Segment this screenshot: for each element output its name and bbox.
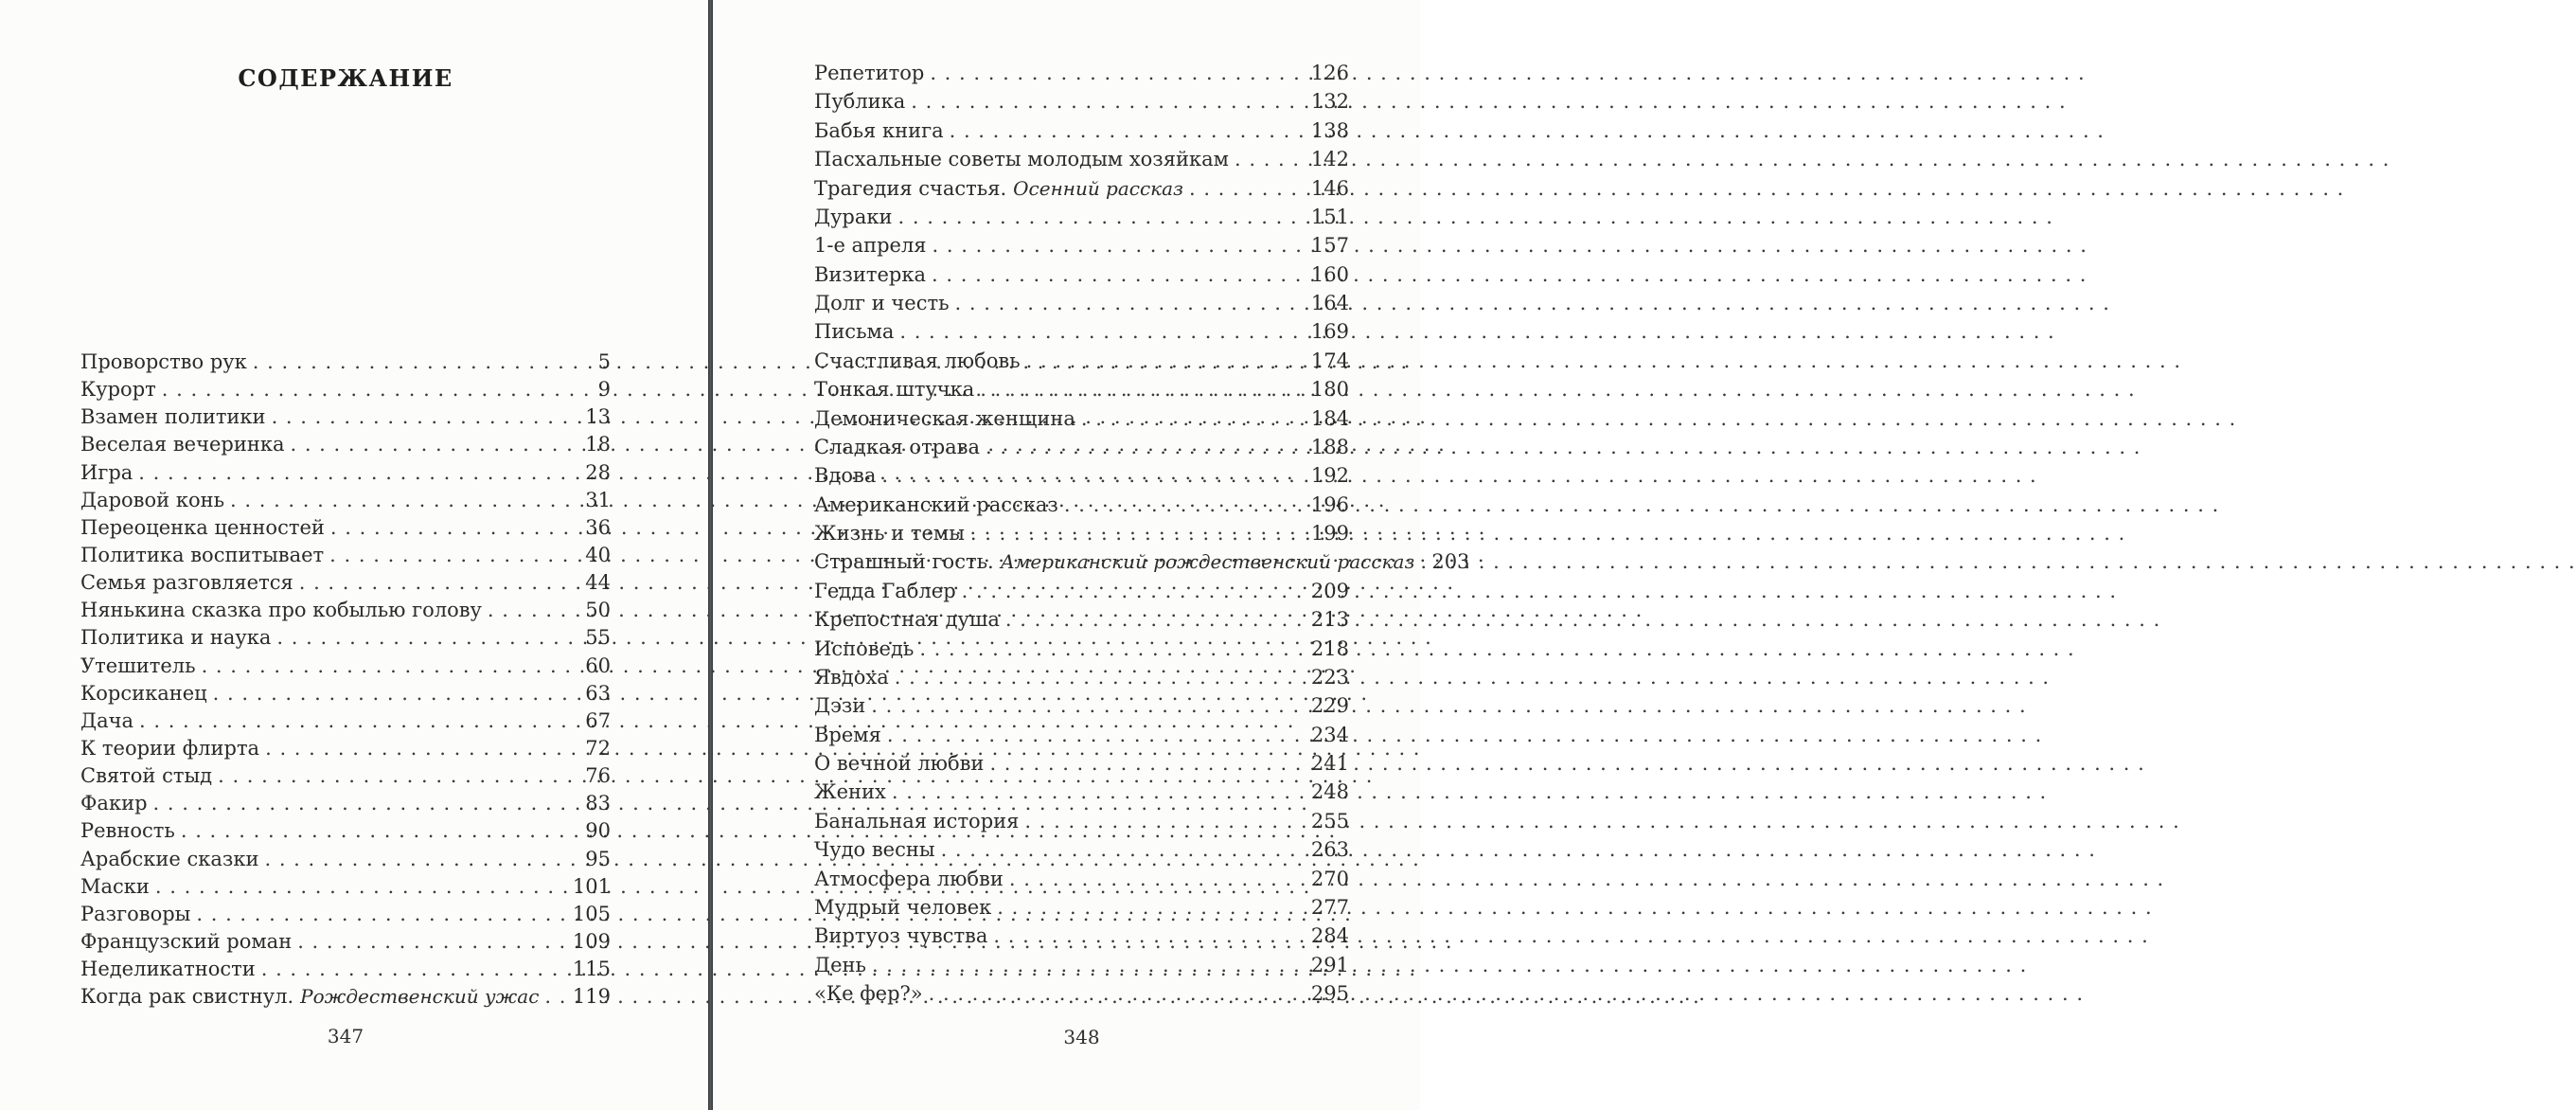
toc-entry-title: Корсиканец	[80, 681, 207, 705]
dot-leader	[162, 376, 567, 403]
dot-leader	[488, 597, 567, 624]
toc-entry-page: 151	[1310, 205, 1349, 228]
toc-entry-page: 90	[585, 819, 611, 843]
toc-entry-title: Ревность	[80, 819, 175, 843]
dot-leader	[196, 901, 567, 928]
toc-entry-page: 146	[1310, 176, 1349, 200]
toc-entry	[80, 349, 611, 376]
dot-leader	[950, 116, 1309, 145]
dot-leader	[911, 87, 1309, 116]
dot-leader	[290, 431, 567, 458]
dot-leader	[264, 846, 567, 873]
toc-entry	[814, 231, 1349, 260]
toc-entry-title: Неделикатности	[80, 958, 256, 981]
toc-entry-title: Крепостная душа	[814, 608, 1000, 632]
dot-leader	[929, 979, 1309, 1008]
toc-entry	[814, 577, 1349, 605]
dot-leader	[261, 956, 567, 983]
toc-entry	[814, 605, 1349, 634]
toc-entry-page: 209	[1310, 579, 1349, 602]
toc-entry	[80, 846, 611, 873]
toc-entry-title: Когда рак свистнул.	[80, 985, 294, 1009]
toc-entry-title: Даровой конь	[80, 488, 225, 511]
toc-entry-title: Дача	[80, 708, 133, 732]
toc-entry-page: 263	[1310, 838, 1349, 862]
dot-leader	[1005, 605, 1309, 634]
toc-entry-title: Публика	[814, 90, 906, 114]
toc-entry-title: Вдова	[814, 464, 877, 488]
toc-entry	[80, 873, 611, 901]
toc-entry	[814, 835, 1349, 864]
toc-entry-title: Курорт	[80, 378, 156, 402]
dot-leader	[895, 663, 1309, 691]
toc-entry-title: «Ке фер?»	[814, 982, 923, 1005]
toc-entry-page: 83	[585, 792, 611, 815]
dot-leader	[892, 778, 1309, 806]
toc-entry-title: Явдоха	[814, 665, 889, 689]
dot-leader	[962, 577, 1309, 605]
toc-entry	[814, 347, 1349, 375]
dot-leader	[919, 635, 1309, 663]
toc-entry	[814, 203, 1349, 231]
dot-leader	[218, 762, 567, 790]
toc-entry-page: 50	[585, 599, 611, 622]
dot-leader	[989, 749, 1308, 778]
toc-entry-subtitle: Рождественский ужас	[300, 985, 540, 1009]
dot-leader	[297, 928, 567, 956]
toc-entry	[814, 893, 1349, 922]
toc-entry	[80, 459, 611, 487]
toc-entry	[80, 956, 611, 983]
toc-entry-page: 229	[1310, 694, 1349, 718]
dot-leader	[997, 893, 1309, 922]
toc-entry-title: Политика и наука	[80, 626, 272, 650]
dot-leader	[153, 790, 567, 817]
dot-leader	[898, 203, 1309, 231]
dot-leader	[955, 289, 1309, 317]
toc-entry	[814, 749, 1349, 778]
toc-entry-title: Трагедия счастья.	[814, 176, 1007, 200]
toc-entry-page: 192	[1310, 464, 1349, 488]
toc-entry-title: Бабья книга	[814, 118, 944, 142]
toc-entry	[814, 519, 1349, 547]
dot-leader	[986, 433, 1309, 461]
dot-leader	[265, 735, 567, 762]
toc-entry-title: Утешитель	[80, 653, 196, 677]
toc-entry-title: Святой стыд	[80, 764, 213, 788]
toc-entry-title: Жизнь и темы	[814, 522, 965, 545]
toc-entry-page: 291	[1310, 953, 1349, 976]
dot-leader	[155, 873, 567, 901]
dot-leader	[329, 542, 567, 569]
toc-entry-page: 31	[585, 488, 611, 511]
toc-entry-page: 67	[585, 708, 611, 732]
toc-entry	[80, 403, 611, 431]
dot-leader	[299, 569, 567, 597]
toc-entry-page: 295	[1310, 982, 1349, 1005]
toc-entry-page: 18	[585, 433, 611, 457]
toc-entry-title: Семья разговляется	[80, 571, 293, 595]
toc-entry	[814, 922, 1349, 950]
toc-entry	[80, 487, 611, 514]
toc-entry-title: Долг и честь	[814, 292, 950, 314]
dot-leader	[1024, 807, 1309, 835]
dot-leader	[970, 519, 1309, 547]
toc-entry-title: Веселая вечеринка	[80, 433, 285, 457]
toc-entry-page: 157	[1310, 234, 1349, 258]
toc-entry	[814, 289, 1349, 317]
toc-entry-page: 13	[585, 405, 611, 429]
dot-leader	[872, 951, 1309, 979]
toc-entry-title: Письма	[814, 320, 895, 344]
toc-entry-page: 174	[1310, 349, 1349, 372]
toc-entry	[814, 375, 1349, 403]
dot-leader	[276, 624, 567, 652]
toc-entry-page: 188	[1310, 435, 1349, 458]
toc-entry	[80, 653, 611, 680]
toc-entry-title: Нянькина сказка про кобылью голову	[80, 599, 482, 622]
toc-entry-subtitle: Американский рождественский рассказ	[1000, 550, 1415, 574]
toc-entry-page: 138	[1310, 118, 1349, 142]
toc-entry	[80, 514, 611, 542]
page-number-left: 347	[327, 1025, 364, 1048]
dot-leader	[932, 260, 1309, 289]
toc-entry-page: 60	[585, 653, 611, 677]
toc-entry	[814, 778, 1349, 806]
toc-entry	[814, 317, 1349, 346]
toc-entry	[80, 431, 611, 458]
toc-entry-subtitle: Осенний рассказ	[1013, 176, 1183, 200]
dot-leader	[272, 403, 567, 431]
toc-entry-page: 115	[572, 958, 611, 981]
toc-entry-title: 1-е апреля	[814, 234, 927, 258]
toc-entry-title: Пасхальные советы молодым хозяйкам	[814, 148, 1229, 171]
toc-entry-page: 63	[585, 681, 611, 705]
toc-entry	[814, 116, 1349, 145]
toc-entry-page: 255	[1310, 809, 1349, 832]
toc-entry-title: Дураки	[814, 205, 893, 228]
toc-entry	[80, 928, 611, 956]
toc-entry	[80, 762, 611, 790]
toc-entry	[80, 624, 611, 652]
toc-entry	[80, 707, 611, 735]
toc-entry-title: Демоническая женщина	[814, 406, 1075, 430]
toc-entry-title: Переоценка ценностей	[80, 515, 325, 539]
toc-entry	[814, 663, 1349, 691]
dot-leader	[933, 231, 1309, 260]
dot-leader	[1009, 865, 1309, 893]
toc-entry	[814, 404, 1349, 433]
toc-entry	[814, 635, 1349, 663]
toc-entry-title: Чудо весны	[814, 838, 935, 862]
toc-entry-title: Репетитор	[814, 62, 925, 84]
toc-entry-title: Проворство рук	[80, 350, 247, 373]
toc-entry	[814, 691, 1349, 720]
toc-entry-page: 126	[1310, 62, 1349, 84]
dot-leader	[887, 721, 1309, 749]
toc-entry	[814, 59, 1349, 87]
toc-entry-page: 28	[585, 460, 611, 484]
dot-leader	[330, 514, 567, 542]
toc-entry-page: 213	[1310, 608, 1349, 632]
toc-entry	[80, 735, 611, 762]
dot-leader	[230, 487, 567, 514]
dot-leader	[253, 349, 567, 376]
toc-entry-page: 203	[1431, 550, 1470, 574]
toc-entry	[814, 145, 1349, 173]
page-right	[814, 0, 1470, 1049]
toc-title: СОДЕРЖАНИЕ	[238, 64, 453, 92]
toc-entry-page: 44	[585, 571, 611, 595]
toc-entry	[80, 983, 611, 1011]
toc-entry-title: Факир	[80, 792, 148, 815]
toc-entry	[814, 951, 1349, 979]
toc-entry	[814, 174, 1349, 203]
toc-entry	[814, 87, 1349, 116]
dot-leader	[1081, 404, 1309, 433]
dot-leader	[1064, 491, 1309, 519]
toc-entry-page: 241	[1310, 752, 1349, 775]
page-number-right: 348	[1063, 1026, 1100, 1049]
toc-entry	[80, 569, 611, 597]
dot-leader	[881, 461, 1309, 490]
toc-entry	[814, 979, 1349, 1008]
toc-entry-page: 5	[597, 350, 611, 373]
dot-leader	[544, 983, 567, 1011]
toc-list-right	[814, 59, 1470, 1008]
dot-leader	[1189, 174, 1309, 203]
toc-entry	[80, 542, 611, 569]
dot-leader	[1235, 145, 1309, 173]
toc-entry	[80, 376, 611, 403]
toc-entry	[814, 461, 1349, 490]
toc-entry-title: Взамен политики	[80, 405, 266, 429]
dot-leader	[202, 653, 567, 680]
toc-entry-title: О вечной любви	[814, 752, 985, 775]
toc-entry-title: Французский роман	[80, 929, 293, 953]
toc-entry	[80, 817, 611, 845]
toc-entry-title: Визитерка	[814, 262, 927, 286]
toc-entry-page: 105	[572, 902, 611, 925]
toc-entry	[80, 680, 611, 707]
toc-entry-page: 169	[1310, 320, 1349, 344]
dot-leader	[871, 691, 1309, 720]
dot-leader	[1026, 347, 1309, 375]
toc-entry-title: К теории флирта	[80, 736, 260, 760]
toc-entry-page: 270	[1310, 867, 1349, 890]
dot-leader	[138, 459, 567, 487]
toc-entry-page: 40	[585, 543, 611, 566]
toc-entry-page: 248	[1310, 780, 1349, 804]
toc-entry	[80, 597, 611, 624]
toc-entry-page: 109	[572, 929, 611, 953]
toc-entry-page: 284	[1310, 924, 1349, 948]
toc-entry-page: 36	[585, 515, 611, 539]
toc-entry-page: 184	[1310, 406, 1349, 430]
toc-entry-title: Гедда Габлер	[814, 579, 956, 602]
toc-entry-title: Страшный гость.	[814, 550, 994, 574]
page-gutter-divider	[708, 0, 713, 1110]
toc-list-left	[80, 349, 611, 1011]
toc-entry	[814, 260, 1349, 289]
toc-entry-page: 199	[1310, 522, 1349, 545]
toc-entry	[814, 433, 1349, 461]
toc-entry-title: Разговоры	[80, 902, 191, 925]
toc-entry-page: 142	[1310, 148, 1349, 171]
toc-entry	[814, 807, 1349, 835]
toc-entry-title: Арабские сказки	[80, 847, 259, 870]
toc-entry	[80, 790, 611, 817]
toc-entry-title: Политика воспитывает	[80, 543, 325, 566]
dot-leader	[139, 707, 567, 735]
toc-entry-title: Американский рассказ	[814, 492, 1058, 516]
toc-entry-title: Счастливая любовь	[814, 349, 1021, 372]
toc-entry-title: Банальная история	[814, 809, 1020, 832]
toc-entry-title: Тонкая штучка	[814, 378, 975, 402]
toc-entry-title: Жених	[814, 780, 886, 804]
dot-leader	[1420, 547, 1430, 576]
page-left	[80, 0, 611, 1047]
toc-entry-page: 160	[1310, 262, 1349, 286]
toc-entry-page: 72	[585, 736, 611, 760]
toc-entry-page: 101	[572, 874, 611, 898]
toc-entry-page: 223	[1310, 665, 1349, 689]
toc-entry	[814, 865, 1349, 893]
dot-leader	[181, 817, 567, 845]
toc-entry-page: 55	[585, 626, 611, 650]
dot-leader	[941, 835, 1309, 864]
toc-entry-page: 180	[1310, 378, 1349, 402]
dot-leader	[930, 59, 1309, 87]
toc-entry-page: 76	[585, 764, 611, 788]
toc-entry-title: Игра	[80, 460, 133, 484]
dot-leader	[899, 317, 1309, 346]
toc-entry-title: Исповедь	[814, 636, 915, 660]
toc-entry-title: Сладкая отрава	[814, 435, 980, 458]
dot-leader	[993, 922, 1309, 950]
toc-entry-title: Виртуоз чувства	[814, 924, 988, 948]
toc-entry-page: 234	[1310, 723, 1349, 746]
toc-entry-title: День	[814, 953, 866, 976]
toc-entry-page: 218	[1310, 636, 1349, 660]
dot-leader	[980, 375, 1309, 403]
dot-leader	[213, 680, 567, 707]
toc-entry-page: 95	[585, 847, 611, 870]
toc-entry	[814, 491, 1349, 519]
toc-entry-title: Маски	[80, 874, 150, 898]
toc-entry-title: Время	[814, 723, 881, 746]
toc-entry-title: Атмосфера любви	[814, 867, 1004, 890]
toc-entry	[814, 721, 1349, 749]
toc-entry-page: 9	[597, 378, 611, 402]
toc-entry-page: 132	[1310, 90, 1349, 114]
toc-entry	[814, 547, 1470, 576]
toc-entry-page: 196	[1310, 492, 1349, 516]
toc-entry-title: Мудрый человек	[814, 895, 992, 919]
toc-entry-title: Дэзи	[814, 694, 866, 718]
toc-entry-page: 119	[572, 985, 611, 1009]
toc-entry-page: 277	[1310, 895, 1349, 919]
toc-entry-page: 164	[1310, 292, 1349, 314]
toc-entry	[80, 901, 611, 928]
